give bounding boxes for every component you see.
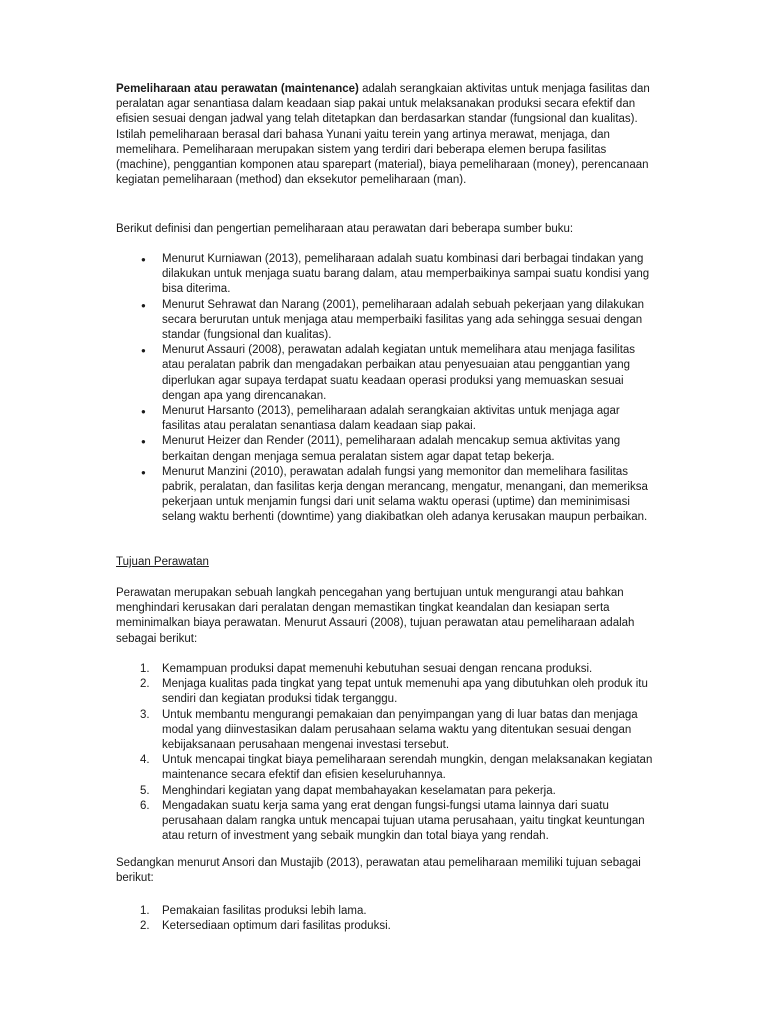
definitions-lead: Berikut definisi dan pengertian pemeliharaan atau perawatan dari beberapa sumber buku: bbox=[116, 223, 574, 235]
item-text: Kemampuan produksi dapat memenuhi kebutuhan sesuai dengan rencana produksi. bbox=[162, 663, 593, 675]
intro-paragraph-2: Istilah pemeliharaan berasal dari bahasa Yunani yaitu terein yang artinya merawat, menjaga, dan memelihara. Pemeliharaan merupakan sistem yang terdiri dari beberapa elemen berupa fasilitas (machine), penggantian komponen atau sparepart (material), biaya pemeliharaan (money), perencanaan kegiatan pemeliharaan (method) dan eksekutor pemeliharaan (man). bbox=[116, 128, 649, 187]
item-number: 1. bbox=[140, 663, 150, 675]
numbered-item bbox=[116, 904, 656, 919]
tujuan-paragraph: Perawatan merupakan sebuah langkah pencegahan yang bertujuan untuk mengurangi atau bahkan menghindari kerusakan dari peralatan dengan memastikan tingkat keandalan dan kesiapan serta meminimalkan biaya perawatan. Menurut Assauri (2008), tujuan perawatan atau pemeliharaan adalah sebagai berikut: bbox=[116, 587, 635, 645]
item-text: Mengadakan suatu kerja sama yang erat dengan fungsi-fungsi utama lainnya dari suatu perusahaan dalam rangka untuk mencapai tujuan utama perusahaan, yaitu tingkat keuntungan atau return of investment yang sebaik mungkin dan total biaya yang rendah. bbox=[162, 799, 645, 843]
item-number: 3. bbox=[140, 708, 150, 721]
item-number: 2. bbox=[140, 920, 150, 933]
intro-paragraph bbox=[116, 82, 656, 128]
numbered-item bbox=[116, 708, 656, 754]
ansori-paragraph: Sedangkan menurut Ansori dan Mustajib (2013), perawatan atau pemeliharaan memiliki tujuan sebagai berikut: bbox=[116, 857, 641, 885]
definition-item: ● Menurut Heizer dan Render (2011), pemeliharaan adalah mencakup semua aktivitas yang berkaitan dengan menjaga semua peralatan sistem agar dapat tetap bekerja. bbox=[116, 434, 656, 464]
item-text: Untuk membantu mengurangi pemakaian dan penyimpangan yang di luar batas dan menjaga modal yang diinvestasikan dalam perusahaan selama waktu yang ditentukan sesuai dengan kebijaksanaan perusahaan mengenai investasi tersebut. bbox=[162, 708, 638, 752]
item-text: Menjaga kualitas pada tingkat yang tepat untuk memenuhi apa yang dibutuhkan oleh produk itu sendiri dan kegiatan produksi tidak terganggu. bbox=[162, 678, 648, 706]
definition-item: ● Menurut Sehrawat dan Narang (2001), pemeliharaan adalah sebuah pekerjaan yang dilakukan secara berurutan untuk menjaga atau memperbaiki fasilitas yang ada sehingga sesuai dengan standar (fungsional dan kualitas). bbox=[116, 298, 656, 344]
tujuan-paragraph-wrap bbox=[116, 586, 656, 647]
item-number: 6. bbox=[140, 799, 150, 812]
numbered-item bbox=[116, 753, 656, 783]
definition-item: ● Menurut Harsanto (2013), pemeliharaan adalah serangkaian aktivitas untuk menjaga agar fasilitas atau peralatan senantiasa dalam keadaan siap pakai. bbox=[116, 404, 656, 434]
item-text: Untuk mencapai tingkat biaya pemeliharaan serendah mungkin, dengan melaksanakan kegiatan maintenance secara efektif dan efisien keseluruhannya. bbox=[162, 754, 653, 782]
section-heading: Tujuan Perawatan bbox=[116, 556, 209, 568]
intro-bold-term: Pemeliharaan atau perawatan (maintenance) bbox=[116, 83, 359, 95]
intro-section bbox=[116, 82, 656, 188]
numbered-item bbox=[116, 662, 656, 677]
item-text: Pemakaian fasilitas produksi lebih lama. bbox=[162, 905, 367, 917]
numbered-item bbox=[116, 919, 656, 934]
tujuan-heading-wrap bbox=[116, 555, 656, 570]
item-number: 5. bbox=[140, 784, 150, 797]
item-number: 2. bbox=[140, 678, 150, 691]
intro-rest: adalah serangkaian aktivitas untuk menjaga fasilitas dan peralatan agar senantiasa dalam keadaan siap pakai untuk melaksanakan produksi secara efektif dan efisien sesuai dengan jadwal yang telah ditetapkan dan berdasarkan standar (fungsional dan kualitas). bbox=[116, 83, 650, 126]
item-text: Ketersediaan optimum dari fasilitas produksi. bbox=[162, 920, 391, 933]
definition-item: ● Menurut Kurniawan (2013), pemeliharaan adalah suatu kombinasi dari berbagai tindakan yang dilakukan untuk menjaga suatu barang dalam, atau memperbaikinya sampai suatu kondisi yang bisa diterima. bbox=[116, 252, 656, 298]
numbered-item bbox=[116, 784, 656, 799]
ansori-list bbox=[116, 904, 656, 934]
definition-item: ● Menurut Manzini (2010), perawatan adalah fungsi yang memonitor dan memelihara fasilitas pabrik, peralatan, dan fasilitas kerja dengan merancang, mengatur, menangani, dan memeriksa pekerjaan untuk menjamin fungsi dari unit selama waktu operasi (uptime) dan meminimisasi selang waktu berhenti (downtime) yang diakibatkan oleh adanya kerusakan maupun perbaikan. bbox=[116, 465, 656, 526]
definitions-section bbox=[116, 222, 656, 237]
numbered-item bbox=[116, 799, 656, 845]
item-number: 1. bbox=[140, 905, 150, 917]
definition-item: ● Menurut Assauri (2008), perawatan adalah kegiatan untuk memelihara atau menjaga fasilitas atau peralatan pabrik dan mengadakan perbaikan atau penyesuaian atau penggantian yang diperlukan agar supaya terdapat suatu keadaan operasi produksi yang memuaskan sesuai dengan apa yang direncanakan. bbox=[116, 343, 656, 404]
numbered-item bbox=[116, 677, 656, 707]
ansori-paragraph-wrap bbox=[116, 856, 656, 886]
item-number: 4. bbox=[140, 754, 150, 767]
item-text: Menghindari kegiatan yang dapat membahayakan keselamatan para pekerja. bbox=[162, 784, 556, 797]
definitions-list bbox=[116, 252, 656, 526]
tujuan-list bbox=[116, 662, 656, 844]
